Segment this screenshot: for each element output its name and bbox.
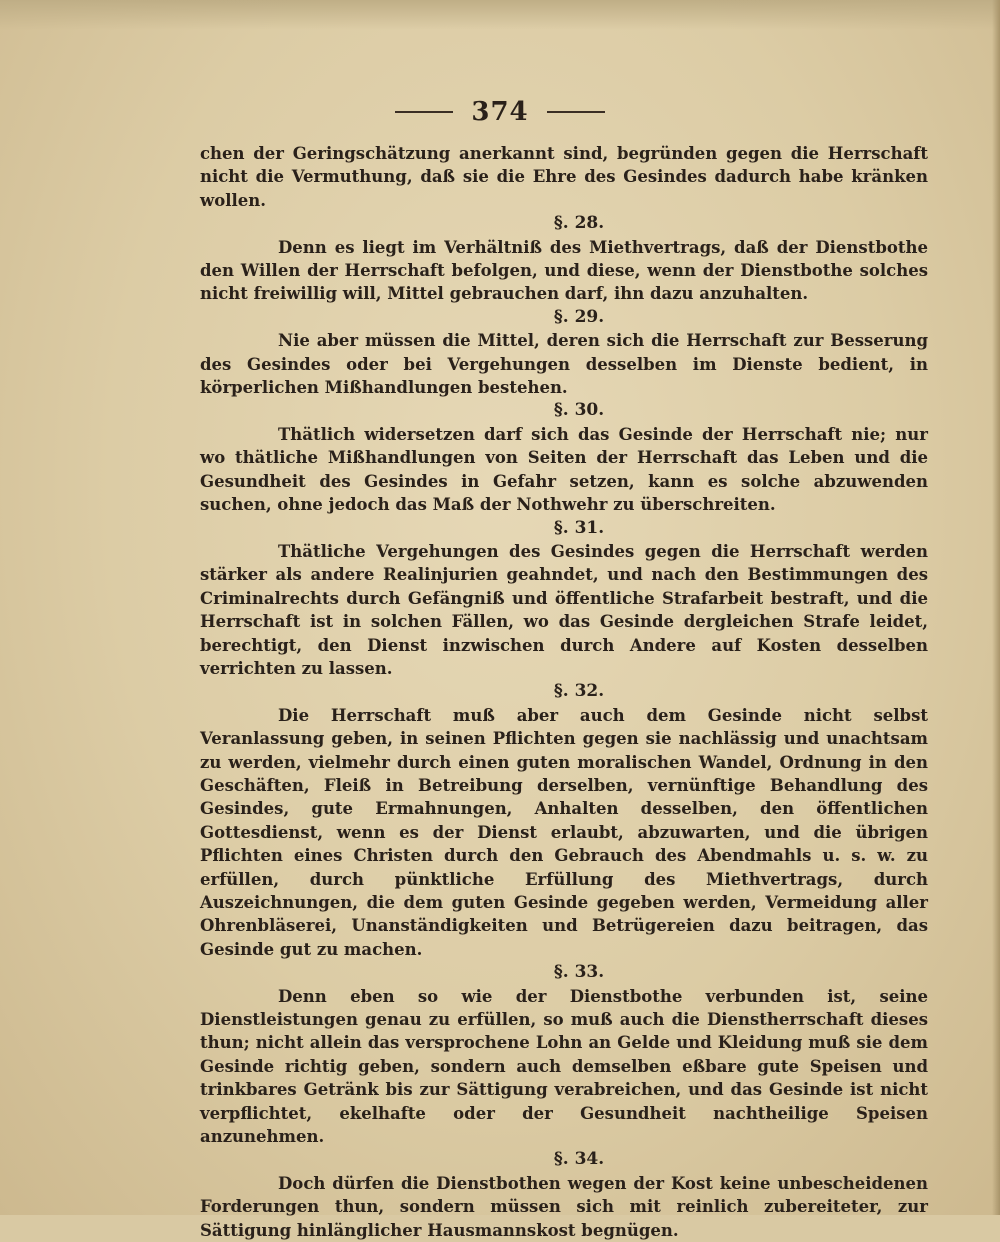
section-heading: §. 30. <box>553 400 605 421</box>
section-heading: §. 33. <box>553 962 605 983</box>
paragraph: Doch dürfen die Dienstbothen wegen der Kost keine unbescheidenen Forderungen thun, sondern müssen sich mit reinlich zubereiteter, zur Sättigung hinlänglicher Hausmannskost begnügen. <box>200 1173 928 1240</box>
page-header <box>0 92 1000 132</box>
header-rule-right <box>547 111 605 113</box>
paragraph: Nie aber müssen die Mittel, deren sich die Herrschaft zur Besserung des Gesindes oder bei Vergehungen desselben im Dienste bedient, in körperlichen Mißhandlungen bestehen. <box>200 331 928 398</box>
body-text <box>200 142 928 1242</box>
header-rule-left <box>395 111 453 113</box>
section-heading: §. 34. <box>553 1149 605 1170</box>
paragraph: Thätlich widersetzen darf sich das Gesinde der Herrschaft nie; nur wo thätliche Mißhandlungen von Seiten der Herrschaft das Leben und die Gesundheit des Gesindes in Gefahr setzen, kann es solche abzuwenden suchen, ohne jedoch das Maß der Nothwehr zu überschreiten. <box>200 424 928 515</box>
paragraph: Die Herrschaft muß aber auch dem Gesinde nicht selbst Veranlassung geben, in seinen Pflichten gegen sie nachlässig und unachtsam zu werden, vielmehr durch einen guten moralischen Wandel, Ordnung in den Geschäften, Fleiß in Betreibung derselben, vernünftige Behandlung des Gesindes, gute Ermahnungen, Anhalten desselben, den öffentlichen Gottesdienst, wenn es der Dienst erlaubt, abzuwarten, und die übrigen Pflichten eines Christen durch den Gebrauch des Abendmahls u. s. w. zu erfüllen, durch pünktliche Erfüllung des Miethvertrags, durch Auszeichnungen, die dem guten Gesinde gegeben werden, Vermeidung aller Ohrenbläserei, Unanständigkeiten und Betrügereien dazu beitragen, das Gesinde gut zu machen. <box>200 705 928 959</box>
paragraph: Thätliche Vergehungen des Gesindes gegen die Herrschaft werden stärker als andere Realinjurien geahndet, und nach den Bestimmungen des Criminalrechts durch Gefängniß und öffentliche Strafarbeit bestraft, und die Herrschaft ist in solchen Fällen, wo das Gesinde dergleichen Strafe leidet, berechtigt, den Dienst inzwischen durch Andere auf Kosten desselben verrichten zu lassen. <box>200 541 928 678</box>
paragraph: Denn es liegt im Verhältniß des Miethvertrags, daß der Dienstbothe den Willen der Herrschaft befolgen, und diese, wenn der Dienstbothe solches nicht freiwillig will, Mittel gebrauchen darf, ihn dazu anzuhalten. <box>200 237 928 304</box>
section-heading: §. 32. <box>553 681 605 702</box>
paragraph: chen der Geringschätzung anerkannt sind, begründen gegen die Herrschaft nicht die Vermuthung, daß sie die Ehre des Gesindes dadurch habe kränken wollen. <box>200 144 928 210</box>
section-heading: §. 29. <box>553 306 605 327</box>
page-edge-shadow <box>0 0 1000 30</box>
page-number: 374 <box>471 97 529 127</box>
section-heading: §. 28. <box>553 213 605 234</box>
section-heading: §. 31. <box>553 517 605 538</box>
page-edge-shadow-right <box>992 0 1000 1215</box>
paragraph: Denn eben so wie der Dienstbothe verbunden ist, seine Dienstleistungen genau zu erfüllen, so muß auch die Dienstherrschaft dieses thun; nicht allein das versprochene Lohn an Gelde und Kleidung muß sie dem Gesinde richtig geben, sondern auch demselben eßbare gute Speisen und trinkbares Getränk bis zur Sättigung verabreichen, und das Gesinde ist nicht verpflichtet, ekelhafte oder der Gesundheit nachtheilige Speisen anzunehmen. <box>200 986 928 1147</box>
